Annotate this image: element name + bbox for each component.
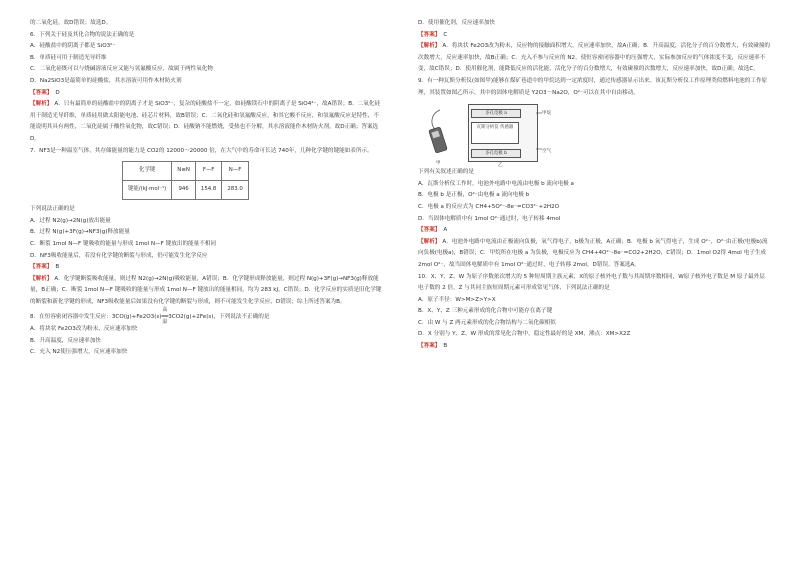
table-row-label: 键能/(kJ·mol⁻¹)	[123, 181, 172, 200]
gas-analyzer-device-icon	[426, 108, 456, 158]
option-8a: A．将块状 Fe2O3改为粉末，反应速率加快	[30, 326, 138, 333]
solution-label: 【解析】	[30, 275, 53, 282]
option-9a: A．瓦斯分析仪工作时，电池外电路中电流由电极 b 流向电极 a	[418, 180, 574, 187]
answer-value: C	[443, 31, 448, 38]
answer-label: 【答案】	[418, 343, 441, 350]
question-7: 7．NF3是一种温室气体，其存储能量的能力是 CO2的 12000～20000 倍，在大气中的寿命可长达 740年，几种化学键的键能如表所示。	[30, 147, 373, 154]
question-9-stem: 下列有关叙述正确的是	[418, 169, 474, 176]
option-6b: B．单质硅可用于制造光导纤维	[30, 54, 107, 61]
table-header: N≡N	[172, 162, 196, 181]
table-cell: 283.0	[222, 181, 248, 200]
reaction-condition: 高温	[162, 307, 168, 326]
question-8-post: 3CO2(g)+2Fe(s)，下列说法不正确的是	[168, 314, 270, 321]
answer-value: B	[443, 343, 448, 350]
answer-value: D	[55, 89, 60, 96]
option-9c: C．电极 a 的反应式为 CH4+5O²⁻-8e⁻=CO3²⁻+2H2O	[418, 203, 560, 210]
question-8	[30, 307, 383, 326]
solution-9	[418, 237, 770, 272]
option-10d: D．X 分别与 Y、Z、W 形成的常见化合物中，稳定性最好的是 XM，沸点：XM>X2Z	[418, 331, 631, 338]
reaction-arrow: 高温 ══	[162, 312, 169, 324]
answer-7	[30, 262, 383, 274]
option-7d: D．NF3吸收能量后，若没有化学键的断裂与形成，仍可能发生化学反应	[30, 252, 208, 259]
option-7a: A．过程 N2(g)→2N(g)放出能量	[30, 217, 111, 224]
answer-6	[30, 88, 383, 100]
question-10: 10．X、Y、Z、W 为原子序数依次增大的 5 种短周期主族元素，X的原子核外电子数与其周期序数相同，W原子核外电子数是 M 原子最外层电子数的 2 倍，Z 与其同主族短周期元素可形成常见气体，下列说法正确的是	[418, 273, 765, 292]
option-6c: C．二氧化硅既可以与烧碱溶液反应又能与氢氟酸反应，故属于两性氧化物	[30, 66, 213, 73]
option-10c: C．由 W 与 Z 两元素形成的化合物结构与二氧化碳相似	[418, 319, 556, 326]
solution-7	[30, 274, 383, 309]
table-cell: 154.8	[195, 181, 221, 200]
question-9: 9．有一种瓦斯分析仪(如图甲)能够在煤矿巷道中的甲烷达到一定浓度时，通过传感器显示出来。该瓦斯分析仪工作原理类似燃料电池的工作原理，其装置如图乙所示，其中的固体电解质是 Y2O3－Na2O，O²⁻可以在其中自由移动。	[418, 77, 768, 96]
question-8-pre: 8．在恒容密闭容器中发生反应：3CO(g)+Fe2O3(s)	[30, 314, 162, 321]
option-8b: B．升高温度，反应速率加快	[30, 337, 101, 344]
answer-8	[418, 30, 770, 42]
solution-text: A．化学键断裂吸收能量，则过程 N2(g)→2N(g)吸收能量，A错误；B．化学键形成释放能量，则过程 N(g)+3F(g)→NF3(g)释放能量，B正确；C．断裂 1mol N—F 键吸收的能量与形成 1mol N—F 键放出的能量相同，均为 283 kJ，C错误；D．化学反应的实质是旧化学键的断裂和新化学键的形成，NF3吸收能量后如果没有化学键的断裂与形成，则不可能发生化学反应，D错误；综上所述答案为B。	[30, 275, 382, 305]
option-6a: A．硅酸盐中的阴离子都是 SiO3²⁻	[30, 43, 116, 50]
option-6d: D．Na2SiO3是最简单的硅酸盐，其水溶液可用作木材防火剂	[30, 77, 182, 84]
right-column	[418, 18, 770, 353]
gas-arrows-icon	[536, 110, 544, 152]
answer-label: 【答案】	[418, 227, 441, 234]
option-7b: B．过程 N(g)+3F(g)→NF3(g)释放能量	[30, 229, 130, 236]
left-column	[30, 18, 383, 359]
text-line: 的二氧化硅，故D错误；故选D。	[30, 20, 112, 26]
solution-6	[30, 99, 383, 145]
table-header: N—F	[222, 162, 248, 181]
gas-analyzer-figure	[418, 102, 770, 169]
question-7-stem: 下列说法正确的是	[30, 206, 75, 213]
question-6: 6．下列关于硅及其化合物的说法正确的是	[30, 31, 135, 38]
table-cell: 946	[172, 181, 196, 200]
solution-text: A．电池外电路中电流由正极流向负极，氧气得电子，b极为正极，A正确；B．电极 b 氧气得电子，生成 O²⁻，O²⁻由正极(电极b)流向负极(电极a)，B错误；C．甲烷所在电极 a 为负极，电极反应为 CH4+4O²⁻-8e⁻=CO2+2H2O，C错误；D．1mol O2得 4mol 电子生成 2mol O²⁻，故当固体电解质中有 1mol O²⁻通过时，电子转移 2mol，D错误。答案选A。	[418, 238, 768, 268]
gas-label-air: 空气	[542, 149, 552, 155]
answer-9	[418, 225, 770, 237]
answer-10	[418, 341, 770, 353]
table-header: 化学键	[123, 162, 172, 181]
option-8d: D．使用催化剂，反应速率加快	[418, 20, 496, 26]
gas-label-methane: 甲烷	[542, 111, 552, 117]
option-9b: B．电极 b 是正极，O²⁻由电极 a 流向电极 b	[418, 192, 530, 199]
solution-label: 【解析】	[418, 238, 441, 245]
table-header: F—F	[195, 162, 221, 181]
bond-energy-table	[122, 161, 249, 200]
answer-label: 【答案】	[30, 89, 53, 96]
answer-value: B	[55, 264, 60, 271]
option-7c: C．断裂 1mol N—F 键吸收的能量与形成 1mol N—F 键放出的能量不相同	[30, 240, 217, 247]
sensor-core: 瓦斯分析仪 传感器	[471, 122, 519, 144]
answer-label: 【答案】	[418, 31, 441, 38]
solution-8	[418, 41, 770, 76]
figure-label-jia: 甲	[436, 161, 441, 167]
answer-value: A	[443, 227, 448, 234]
figure-label-yi: 乙	[498, 163, 503, 169]
electrode-b: 多孔电极 b	[471, 149, 521, 158]
electrode-a: 多孔电极 a	[471, 109, 521, 118]
sensor-box	[468, 104, 538, 162]
solution-text: A．只有最简单的硅酸盐中的阴离子才是 SiO3²⁻，复杂的硅酸盐不一定，如硅酸镁石中的阴离子是 SiO4⁴⁻，故A错误；B．二氧化硅用于制造光导纤维，单质硅用做太阳能电池、硅芯片材料，故B错误；C．二氧化硅和氢氟酸反应，和其它酸不反应，和氢氟酸反应是特性，不能说明其具有两性，二氧化硅属于酸性氧化物，故C错误；D．硅酸钠不能燃烧，受热也不分解，其水溶液能作木材防火剂，故D正确；答案选D。	[30, 101, 381, 142]
option-8c: C．充入 N2使压强增大，反应速率加快	[30, 349, 128, 356]
solution-label: 【解析】	[418, 43, 441, 50]
solution-text: A．将块状 Fe2O3改为粉末，反应物的接触面积增大，反应速率加快，故A正确；B．升高温度，活化分子的百分数增大，有效碰撞的次数增大，反应速率加快，故B正确；C．充入不参与反应的 N2，使恒容密闭容器中的压强增大，实际参加反应的气体浓度不变，反应速率不变，故C错误；D．使用催化剂，能降低反应的活化能，活化分子的百分数增大，有效碰撞的次数增大，反应速率加快，故D正确；故选C。	[418, 43, 771, 73]
option-10a: A．原子半径：W>M>Z>Y>X	[418, 296, 496, 303]
solution-label: 【解析】	[30, 101, 53, 108]
option-10b: B．X、Y、Z 三种元素形成的化合物中可能存在离子键	[418, 308, 553, 315]
answer-label: 【答案】	[30, 264, 53, 271]
option-9d: D．当固体电解质中有 1mol O²⁻通过时，电子转移 4mol	[418, 215, 561, 222]
